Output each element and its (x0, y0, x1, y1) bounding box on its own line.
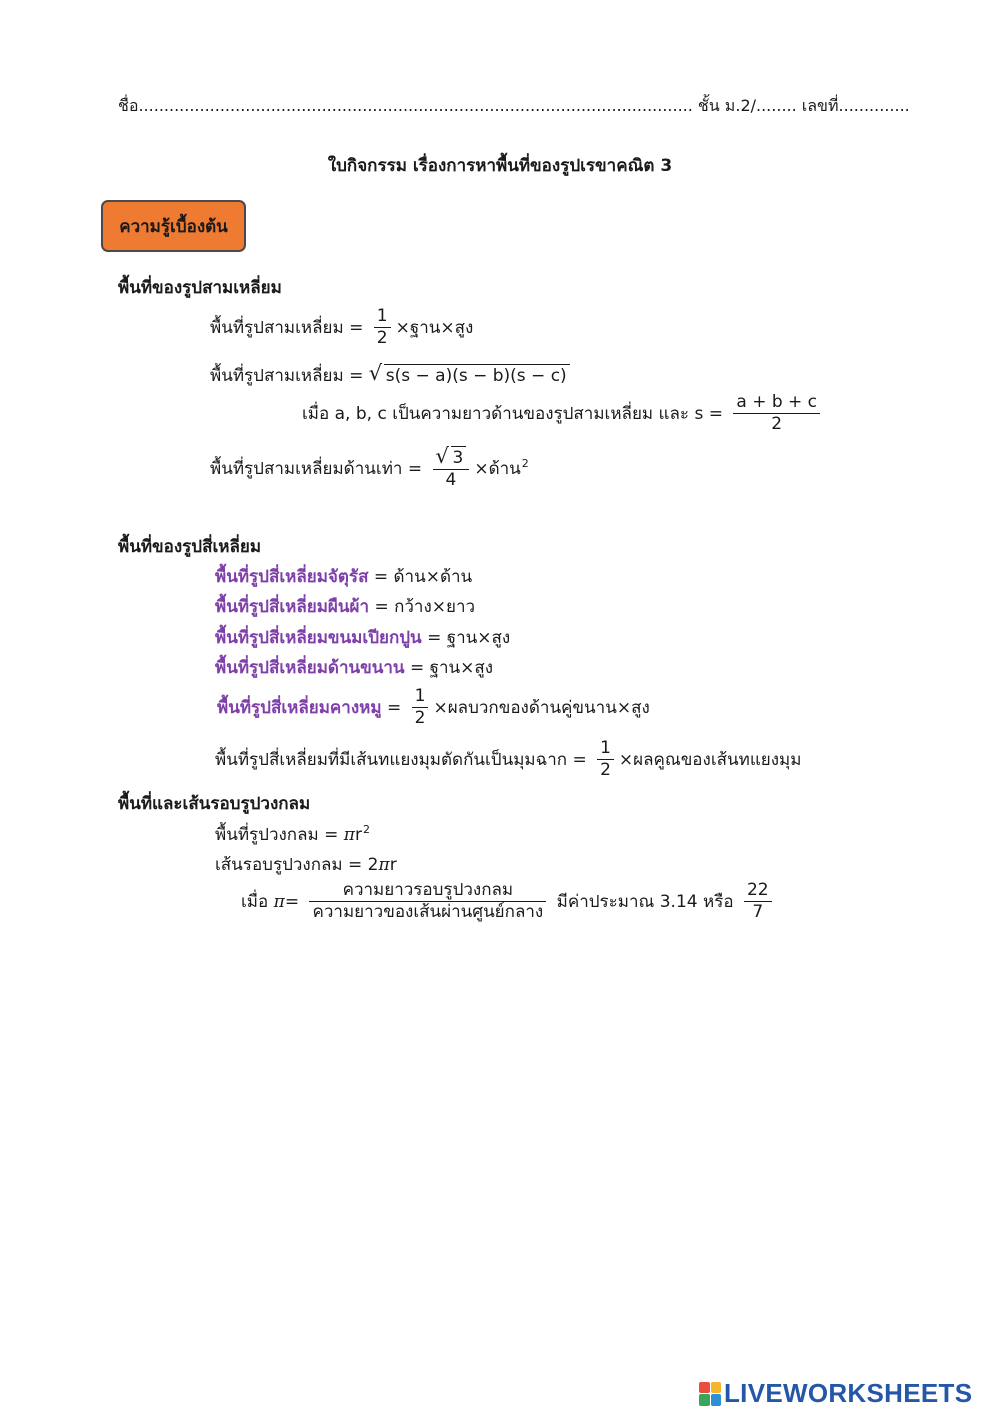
exponent: 2 (362, 823, 370, 836)
pi-symbol: π (378, 855, 390, 875)
fraction-denominator: 2 (414, 708, 426, 729)
equilateral-rest: ×ด้าน (474, 458, 521, 479)
logo-text: LIVEWORKSHEETS (724, 1378, 973, 1408)
radius-var: r (354, 825, 362, 845)
square-root (368, 361, 570, 386)
radical-sign: √ (435, 444, 449, 468)
logo-square-blue (711, 1394, 722, 1406)
name-line: ชื่อ............................................................................................................. ชั้น ม.2/........ เลขที่.............. (118, 96, 910, 115)
pi-symbol: π (273, 891, 285, 912)
heron-note (302, 392, 825, 436)
square-root (436, 446, 467, 469)
heron-note-text: เมื่อ a, b, c เป็นความยาวด้านของรูปสามเหลี่ยม และ s = (302, 403, 723, 424)
rectangle-formula (215, 597, 475, 617)
rhombus-expr: = ฐาน×สูง (427, 628, 511, 648)
square-label: พื้นที่รูปสี่เหลี่ยมจัตุรัส (215, 567, 369, 587)
half-fraction (412, 686, 429, 730)
root-radicand: 3 (451, 446, 467, 469)
triangle-area-formula (210, 306, 473, 350)
circumference-label: เส้นรอบรูปวงกลม = 2 (215, 855, 379, 875)
fraction-numerator: 1 (412, 686, 429, 708)
section-badge (101, 200, 246, 252)
perp-diagonal-formula (215, 738, 801, 782)
circle-heading: พื้นที่และเส้นรอบรูปวงกลม (118, 794, 311, 814)
equilateral-label: พื้นที่รูปสามเหลี่ยมด้านเท่า = (210, 458, 423, 479)
pi-def-prefix: เมื่อ (241, 891, 269, 912)
twenty-two-sevenths-fraction (744, 880, 772, 924)
liveworksheets-logo (699, 1378, 972, 1409)
semi-perimeter-fraction (733, 392, 820, 436)
logo-square-red (699, 1382, 710, 1394)
fraction-numerator: 1 (597, 738, 614, 760)
fraction-denominator: ความยาวของเส้นผ่านศูนย์กลาง (312, 902, 544, 923)
pi-def-eq: = (284, 891, 300, 912)
pi-definition (241, 880, 777, 924)
fraction-denominator: 4 (445, 470, 457, 491)
trapezoid-formula (217, 686, 650, 730)
fraction-numerator: 22 (744, 880, 772, 902)
fraction-denominator: 2 (376, 328, 388, 349)
pi-fraction (309, 880, 546, 924)
parallelogram-formula (215, 658, 493, 678)
rhombus-label: พื้นที่รูปสี่เหลี่ยมขนมเปียกปูน (215, 628, 422, 648)
circle-area-formula (215, 823, 370, 845)
page-title: ใบกิจกรรม เรื่องการหาพื้นที่ของรูปเรขาคณิต 3 (327, 156, 673, 176)
triangle-area-rest: ×ฐาน×สูง (395, 317, 474, 338)
radical-sign: √ (368, 361, 383, 385)
logo-square-green (699, 1394, 710, 1406)
trapezoid-rest: ×ผลบวกของด้านคู่ขนาน×สูง (433, 697, 650, 718)
quad-heading: พื้นที่ของรูปสี่เหลี่ยม (118, 537, 262, 557)
fraction-denominator: 2 (600, 760, 611, 781)
heron-radicand: s(s − a)(s − b)(s − c) (384, 364, 570, 386)
logo-icon (699, 1382, 721, 1406)
rectangle-expr: = กว้าง×ยาว (374, 597, 476, 617)
equilateral-formula (210, 446, 529, 492)
rectangle-label: พื้นที่รูปสี่เหลี่ยมผืนผ้า (215, 597, 370, 617)
fraction-numerator: 1 (374, 306, 391, 328)
square-expr: = ด้าน×ด้าน (373, 567, 473, 587)
pi-symbol: π (343, 825, 355, 845)
pi-approx-text: มีค่าประมาณ 3.14 หรือ (556, 891, 734, 912)
parallelogram-expr: = ฐาน×สูง (409, 658, 494, 678)
circle-area-label: พื้นที่รูปวงกลม = (215, 825, 339, 845)
half-fraction (597, 738, 614, 782)
exponent: 2 (521, 456, 529, 470)
fraction-denominator: 2 (771, 414, 783, 435)
trapezoid-label: พื้นที่รูปสี่เหลี่ยมคางหมู (217, 697, 382, 718)
radius-var: r (389, 855, 397, 875)
perp-diagonal-rest: ×ผลคูณของเส้นทแยงมุม (618, 749, 802, 770)
fraction-numerator: ความยาวรอบรูปวงกลม (309, 880, 546, 902)
rhombus-formula (215, 628, 510, 648)
heron-label: พื้นที่รูปสามเหลี่ยม = (210, 366, 364, 386)
fraction-denominator: 7 (752, 902, 764, 923)
triangle-area-label: พื้นที่รูปสามเหลี่ยม = (210, 317, 364, 338)
heron-formula (210, 361, 570, 386)
trapezoid-eq: = (386, 697, 402, 718)
square-formula (215, 567, 472, 587)
parallelogram-label: พื้นที่รูปสี่เหลี่ยมด้านขนาน (215, 658, 405, 678)
triangle-heading: พื้นที่ของรูปสามเหลี่ยม (118, 278, 282, 298)
logo-square-yellow (711, 1382, 722, 1394)
root3-over-4-fraction (433, 446, 470, 492)
perp-diagonal-label: พื้นที่รูปสี่เหลี่ยมที่มีเส้นทแยงมุมตัดกันเป็นมุมฉาก = (215, 749, 587, 770)
section-badge-label: ความรู้เบื้องต้น (119, 216, 228, 237)
circumference-formula (215, 855, 397, 875)
fraction-numerator (433, 446, 470, 470)
fraction-numerator: a + b + c (733, 392, 820, 414)
half-fraction (374, 306, 391, 350)
